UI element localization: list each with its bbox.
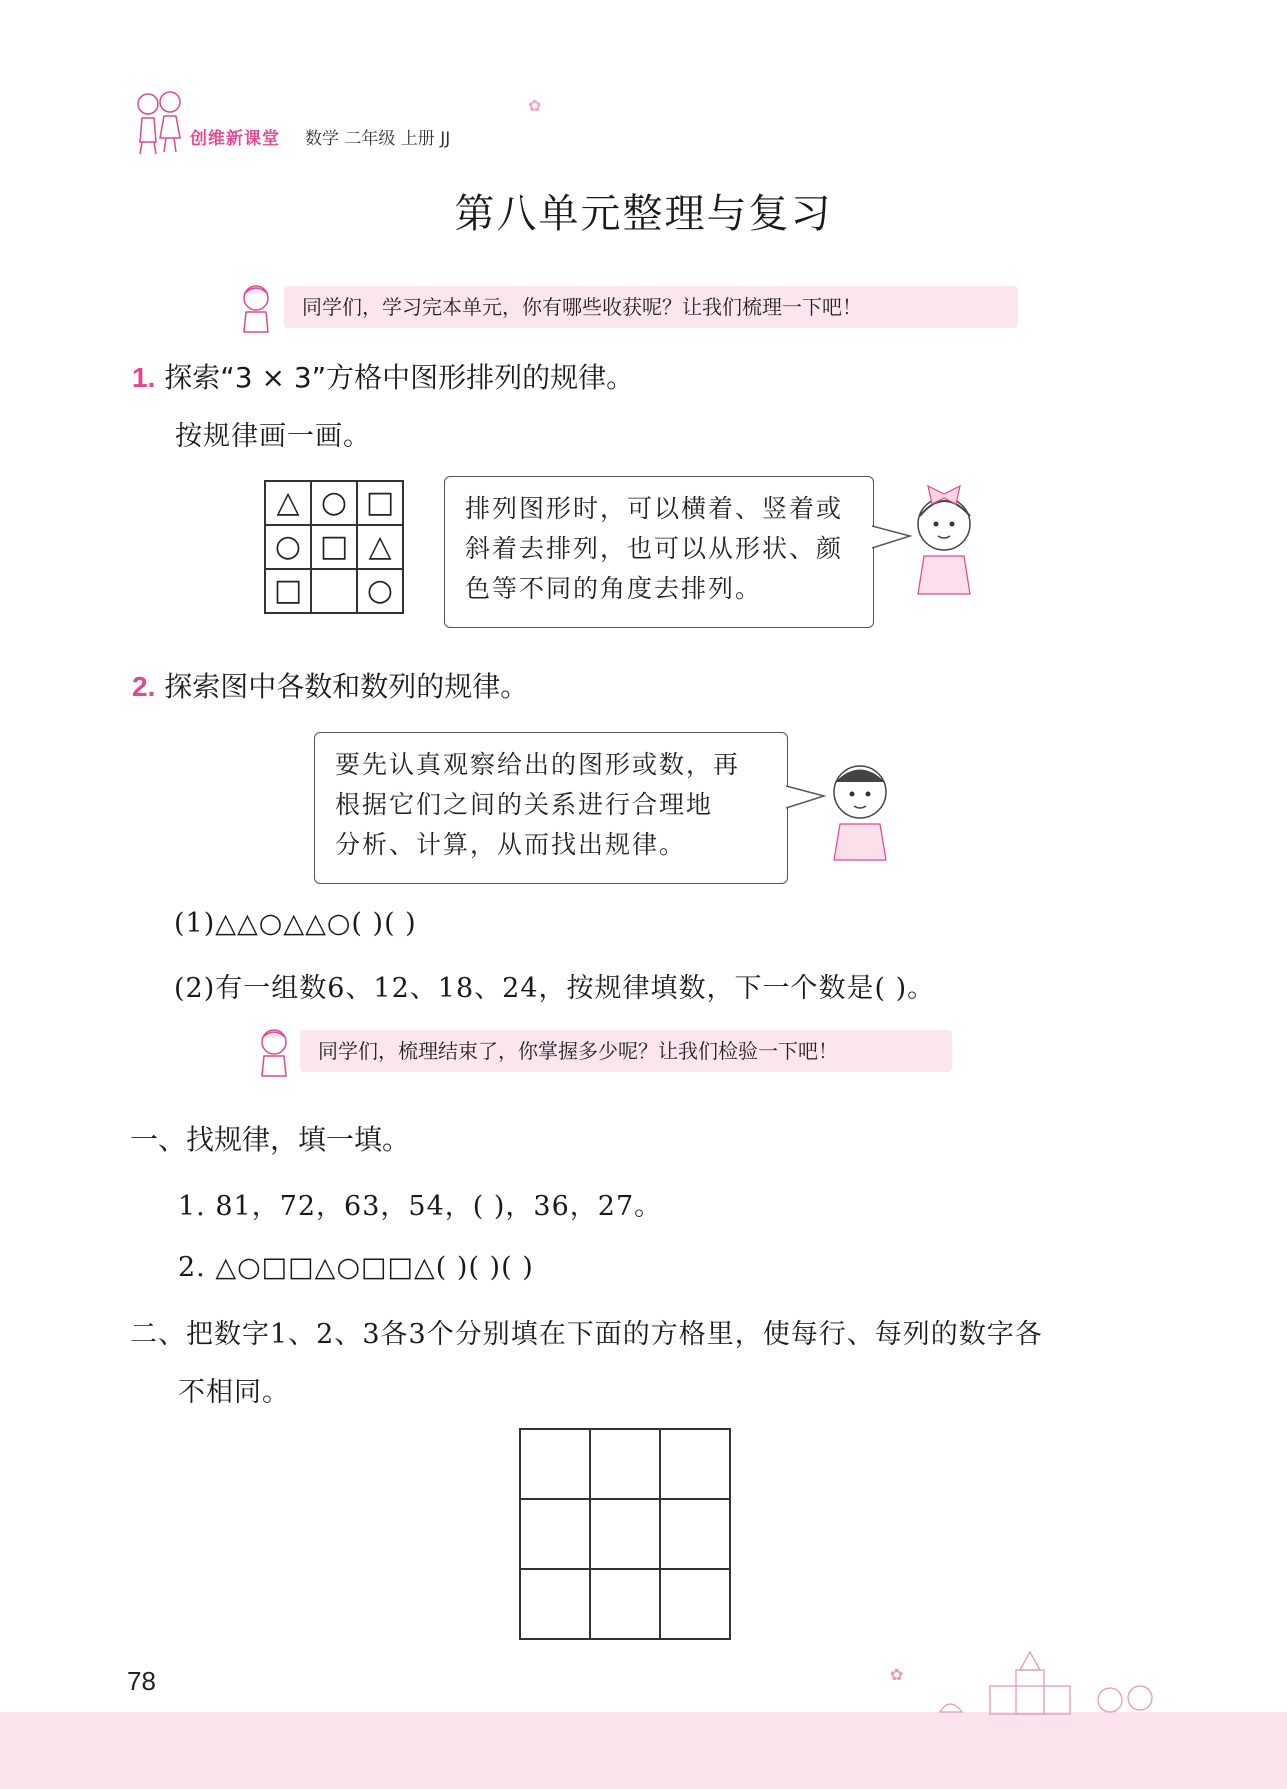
section2-heading-cont: 不相同。 xyxy=(178,1377,290,1408)
number-cell[interactable] xyxy=(660,1499,730,1569)
grid-cell: □ xyxy=(319,529,349,564)
number-cell[interactable] xyxy=(520,1429,590,1499)
number-cell[interactable] xyxy=(590,1429,660,1499)
grid-cell: △ xyxy=(276,485,300,520)
grid-cell: △ xyxy=(368,529,392,564)
star-icon: ✿ xyxy=(528,96,542,115)
boy-mascot-icon xyxy=(254,1026,296,1082)
shape-grid xyxy=(264,480,404,614)
empty-grid-cell[interactable] xyxy=(311,569,357,613)
bubble-line: 根据它们之间的关系进行合理地 xyxy=(335,790,714,819)
girl-character-icon xyxy=(904,476,990,596)
boy-character-icon xyxy=(822,752,898,862)
subject-info: 数学 二年级 上册 JJ xyxy=(305,129,451,149)
castle-decoration-icon xyxy=(890,1650,1170,1720)
bubble-line: 分析、计算，从而找出规律。 xyxy=(335,830,687,859)
intro-banner: 同学们，学习完本单元，你有哪些收获呢？让我们梳理一下吧！ xyxy=(284,286,1018,328)
grid-cell: ○ xyxy=(320,485,348,520)
section1-item-2: 2. △○□□△○□□△( )( )( ) xyxy=(178,1252,534,1283)
number-cell[interactable] xyxy=(520,1499,590,1569)
number-cell[interactable] xyxy=(520,1569,590,1639)
section2-heading: 二、把数字1、2、3各3个分别填在下面的方格里，使每行、每列的数字各 xyxy=(130,1319,1043,1350)
number-cell[interactable] xyxy=(660,1569,730,1639)
svg-text:✿: ✿ xyxy=(890,1665,904,1684)
tip-bubble-1 xyxy=(444,476,874,628)
grid-cell: ○ xyxy=(274,529,302,564)
bubble-line: 排列图形时，可以横着、竖着或 xyxy=(465,494,844,523)
q2-text: 探索图中各数和数列的规律。 xyxy=(164,670,529,703)
check-banner: 同学们，梳理结束了，你掌握多少呢？让我们检验一下吧！ xyxy=(300,1030,952,1072)
q2-heading xyxy=(132,665,528,705)
q2-item-2: (2)有一组数6、12、18、24，按规律填数，下一个数是( )。 xyxy=(174,973,936,1004)
q1-number: 1. xyxy=(132,362,156,393)
section1-item-1: 1. 81，72，63，54，( )，36，27。 xyxy=(178,1191,663,1222)
tip-bubble-2 xyxy=(314,732,788,884)
grid-cell: □ xyxy=(273,573,303,608)
number-cell[interactable] xyxy=(590,1499,660,1569)
q1-subtext: 按规律画一画。 xyxy=(175,421,371,452)
number-fill-grid xyxy=(519,1428,731,1640)
brand-name: 创维新课堂 xyxy=(190,129,280,149)
bubble-line: 斜着去排列，也可以从形状、颜 xyxy=(465,534,844,563)
grid-cell: □ xyxy=(365,485,395,520)
number-cell[interactable] xyxy=(660,1429,730,1499)
boy-mascot-icon xyxy=(236,282,278,338)
footer-band xyxy=(0,1712,1287,1789)
page-number: 78 xyxy=(127,1666,156,1696)
number-cell[interactable] xyxy=(590,1569,660,1639)
bubble-line: 要先认真观察给出的图形或数，再 xyxy=(335,750,741,779)
q1-heading xyxy=(132,356,634,396)
section1-heading: 一、找规律，填一填。 xyxy=(130,1123,411,1156)
grid-cell: ○ xyxy=(366,573,394,608)
q1-text: 探索“3 × 3”方格中图形排列的规律。 xyxy=(164,361,635,394)
bubble-tail-icon xyxy=(786,780,826,820)
q2-number: 2. xyxy=(132,671,156,702)
page-title: 第八单元整理与复习 xyxy=(454,191,833,237)
bubble-line: 色等不同的角度去排列。 xyxy=(465,574,763,603)
q2-item-1: (1)△△○△△○( )( ) xyxy=(174,908,417,939)
kids-logo-icon xyxy=(128,88,190,156)
